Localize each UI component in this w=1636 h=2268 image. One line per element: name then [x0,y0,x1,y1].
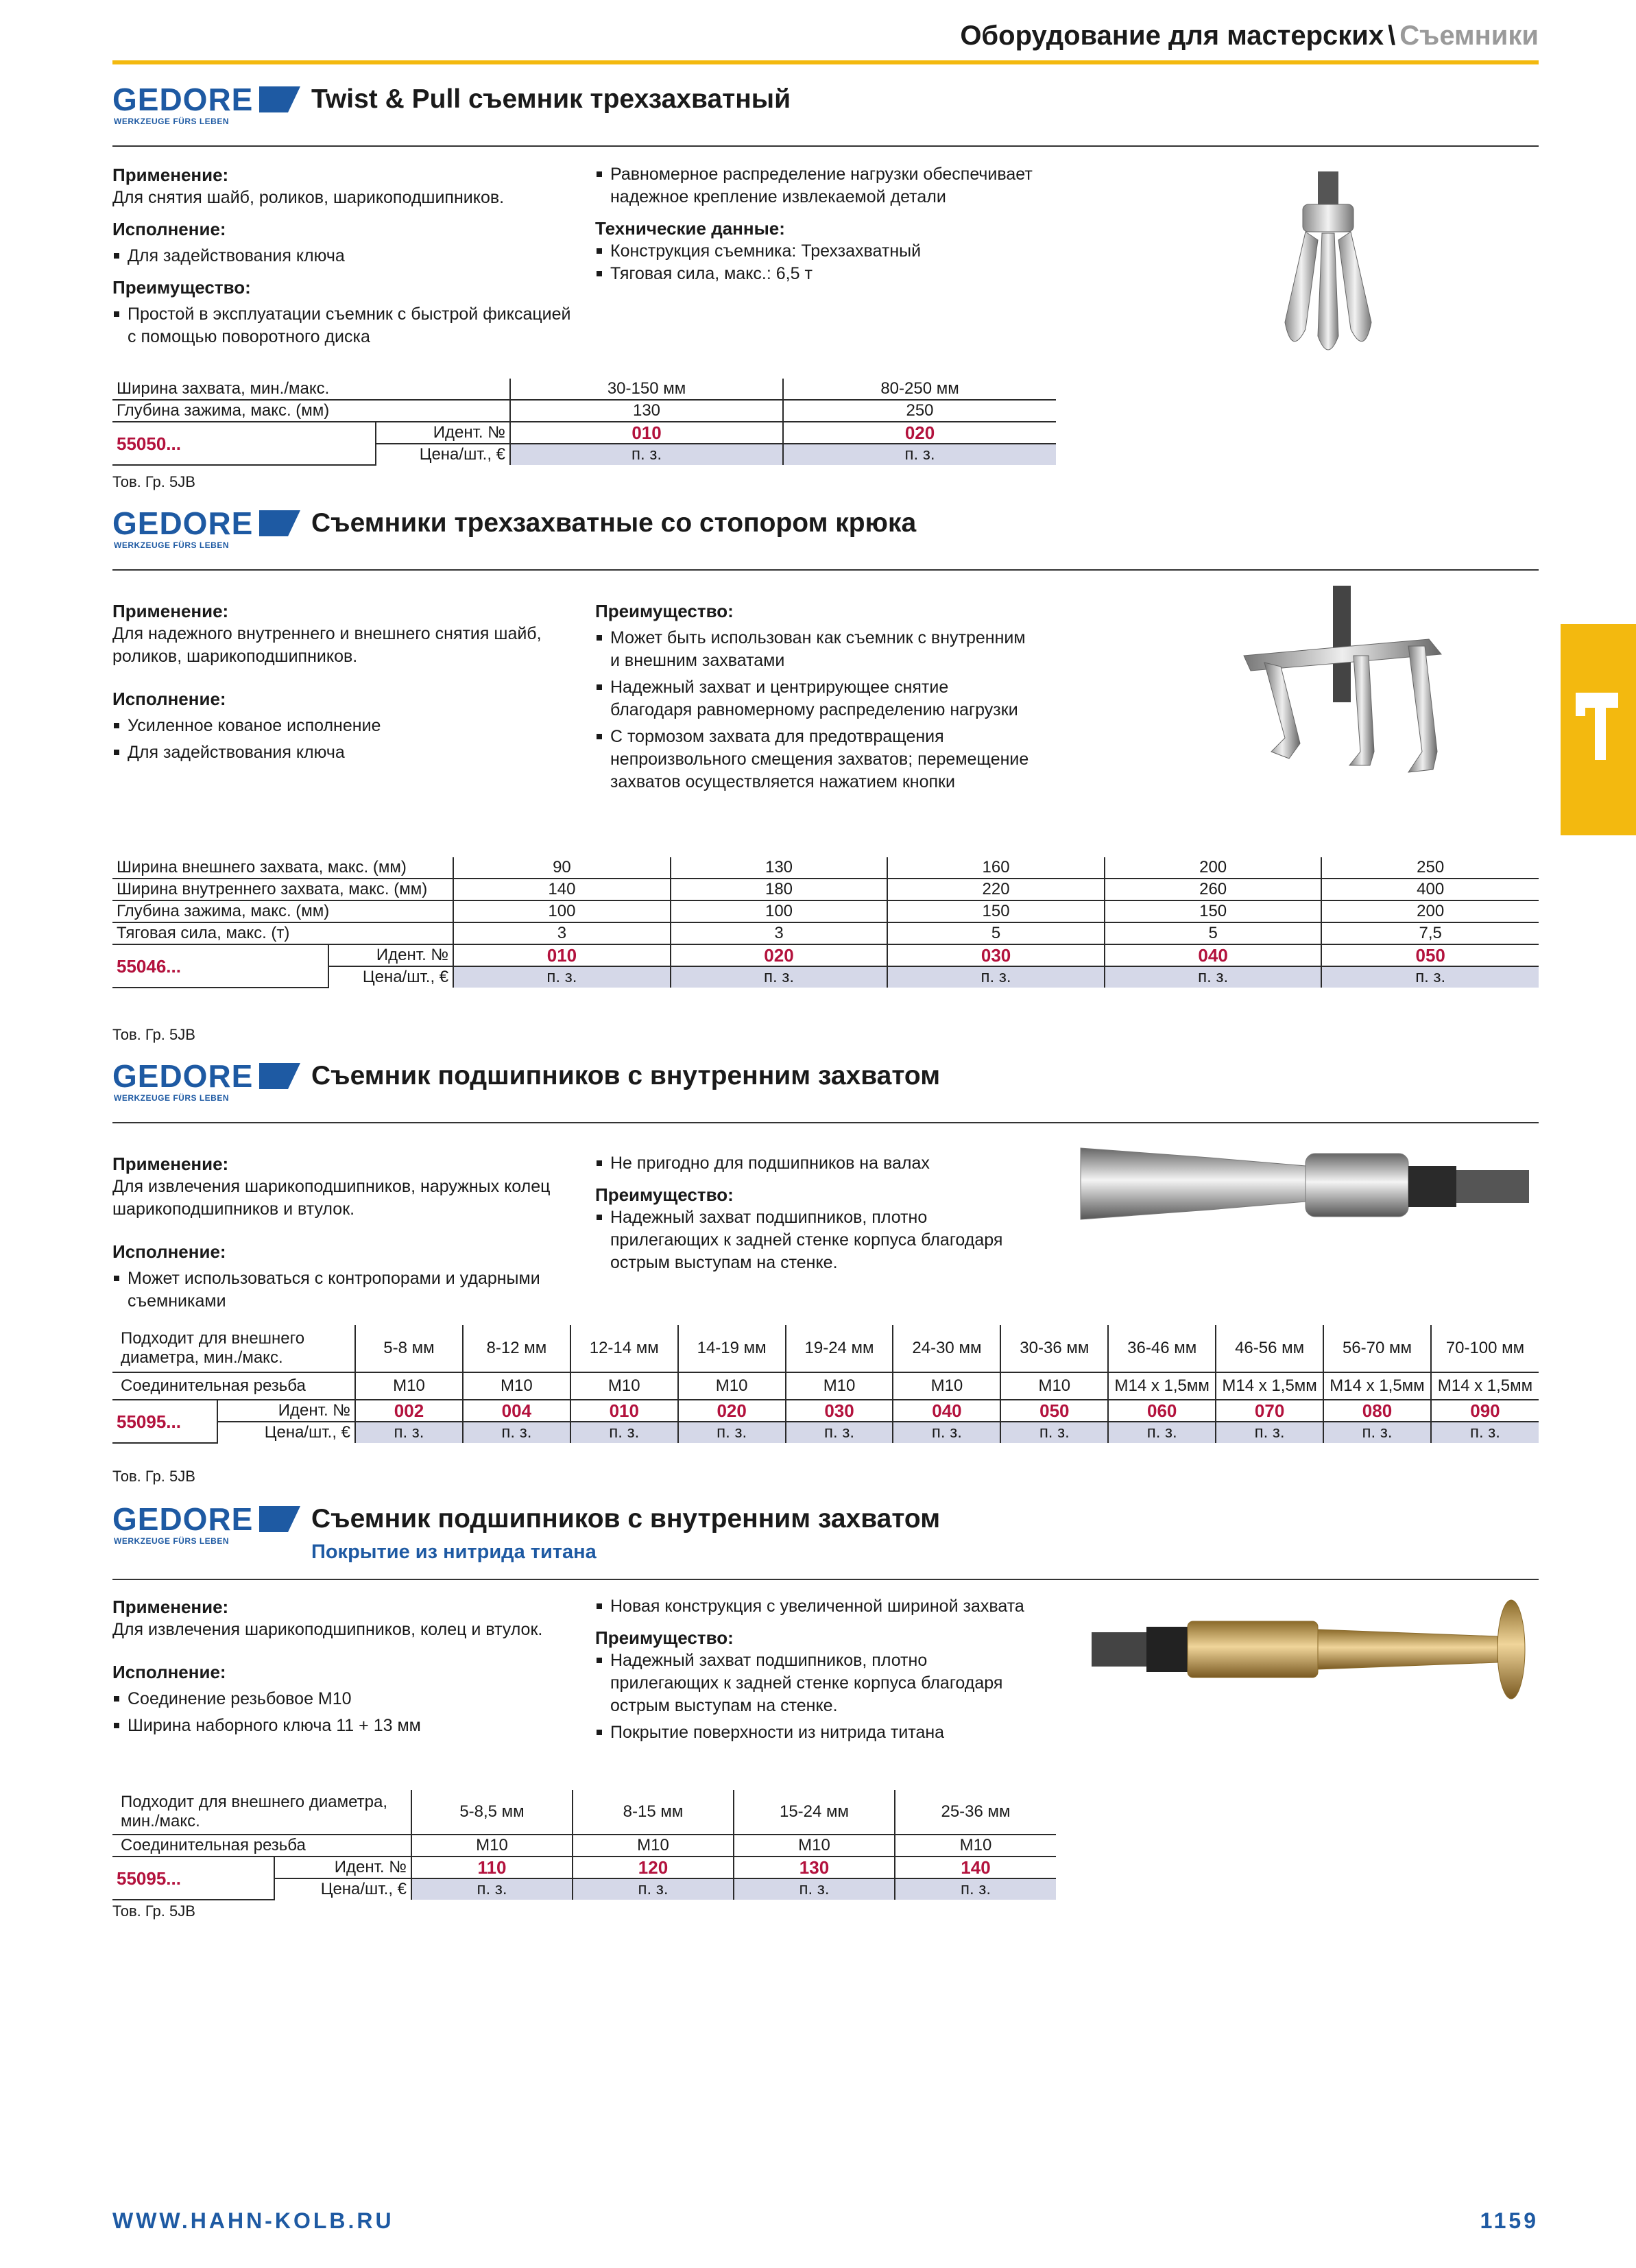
id-label: Идент. № [217,1400,355,1422]
price-label: Цена/шт., € [376,444,510,465]
section-title: Съемник подшипников с внутренним захватом [311,1504,941,1533]
cell: 80-250 мм [783,379,1056,400]
cell: 46-56 мм [1216,1325,1323,1372]
product-group: Тов. Гр. 5JB [112,1902,195,1920]
exec-item: Для задействования ключа [112,741,579,764]
cell: M10 [573,1835,734,1857]
header-category: Оборудование для мастерских [960,21,1384,51]
heading-use: Применение: [112,1597,229,1617]
header-rule [112,60,1539,64]
brand-tagline: WERKZEUGE FÜRS LEBEN [114,117,230,126]
three-jaw-puller-image [1223,580,1463,786]
id-code[interactable]: 010 [570,1400,678,1422]
id-code[interactable]: 004 [463,1400,570,1422]
brand-tagline: WERKZEUGE FÜRS LEBEN [114,1093,230,1103]
twist-pull-puller-image [1237,158,1429,363]
cell: M14 x 1,5мм [1108,1372,1216,1400]
id-code[interactable]: 002 [355,1400,463,1422]
cell: 7,5 [1321,922,1539,944]
section-rule [112,1579,1539,1580]
price-cell: п. з. [678,1422,786,1443]
id-code[interactable]: 070 [1216,1400,1323,1422]
brand-flag-icon [259,1506,300,1532]
cell: 160 [887,857,1105,879]
brand-flag-icon [259,510,300,536]
left-column [112,163,579,348]
price-cell: п. з. [895,1878,1056,1900]
section-rule [112,569,1539,571]
cell: M10 [895,1835,1056,1857]
feature-item: Равномерное распределение нагрузки обеспечивает надежное крепление извлекаемой детали [595,163,1034,208]
row-label: Ширина захвата, мин./макс. [112,379,510,400]
price-cell: п. з. [463,1422,570,1443]
cell: M10 [463,1372,570,1400]
brand-flag-icon [259,86,300,112]
product-group: Тов. Гр. 5JB [112,473,195,490]
adv-item: Может быть использован как съемник с внутренним и внешним захватами [595,627,1034,672]
cell: 19-24 мм [786,1325,893,1372]
price-cell: п. з. [510,444,783,465]
cell: 8-15 мм [573,1790,734,1835]
cell: 180 [671,879,888,900]
cell: 220 [887,879,1105,900]
cell: 200 [1105,857,1322,879]
tin-coated-bearing-puller-image [1072,1591,1539,1708]
cell: 3 [453,922,671,944]
cell: 56-70 мм [1323,1325,1431,1372]
cell: 5 [887,922,1105,944]
cell: M10 [1000,1372,1108,1400]
exec-item: Для задействования ключа [112,245,579,267]
heading-exec: Исполнение: [112,1662,226,1682]
spec-table [112,857,1539,988]
row-label: Соединительная резьба [112,1372,355,1400]
section-title: Twist & Pull съемник трехзахватный [311,84,791,114]
section-subtitle: Покрытие из нитрида титана [311,1541,597,1563]
cell: M14 x 1,5мм [1216,1372,1323,1400]
row-label: Тяговая сила, макс. (т) [112,922,453,944]
use-text: Для надежного внутреннего и внешнего снятия шайб, роликов, шарикоподшипников. [112,624,542,666]
heading-use: Применение: [112,601,229,621]
article-number: 55095... [112,1400,217,1443]
cell: 36-46 мм [1108,1325,1216,1372]
article-number: 55046... [112,944,328,988]
cell: 25-36 мм [895,1790,1056,1835]
brand-flag-icon [259,1063,300,1089]
brand-logo [112,506,302,554]
right-column [595,1595,1034,1744]
cell: M10 [786,1372,893,1400]
feature-item: Не пригодно для подшипников на валах [595,1152,1034,1175]
tech-item: Конструкция съемника: Трехзахватный [595,240,1034,263]
cell: 8-12 мм [463,1325,570,1372]
id-label: Идент. № [274,1857,411,1878]
exec-item: Усиленное кованое исполнение [112,715,579,737]
cell: M10 [570,1372,678,1400]
adv-item: Надежный захват подшипников, плотно прилегающих к задней стенке корпуса благодаря острым выступам на стенке. [595,1206,1034,1274]
cell: M10 [411,1835,573,1857]
price-label: Цена/шт., € [274,1878,411,1900]
price-cell: п. з. [1000,1422,1108,1443]
id-code[interactable]: 080 [1323,1400,1431,1422]
id-label: Идент. № [376,422,510,444]
heading-use: Применение: [112,1154,229,1174]
adv-item: Надежный захват и центрирующее снятие благодаря равномерному распределению нагрузки [595,676,1034,721]
heading-exec: Исполнение: [112,1241,226,1262]
price-cell: п. з. [893,1422,1000,1443]
cell: M10 [355,1372,463,1400]
price-cell: п. з. [1321,966,1539,988]
product-section-2 [112,506,1539,1055]
cell: 30-150 мм [510,379,783,400]
header-subcategory: Съемники [1399,21,1539,51]
product-section-3 [112,1059,1539,1498]
price-label: Цена/шт., € [328,966,454,988]
row-label: Подходит для внешнего диаметра, мин./макс. [112,1790,411,1835]
id-code[interactable]: 120 [573,1857,734,1878]
cell: 200 [1321,900,1539,922]
left-column [112,599,579,764]
row-label: Глубина зажима, макс. (мм) [112,400,510,422]
cell: 260 [1105,879,1322,900]
id-code[interactable]: 110 [411,1857,573,1878]
id-code[interactable]: 060 [1108,1400,1216,1422]
price-cell: п. з. [453,966,671,988]
adv-item: Покрытие поверхности из нитрида титана [595,1721,1034,1744]
section-rule [112,145,1539,147]
cell: 24-30 мм [893,1325,1000,1372]
row-label: Соединительная резьба [112,1835,411,1857]
right-column [595,599,1034,793]
heading-adv: Преимущество: [112,277,251,298]
heading-use: Применение: [112,165,229,185]
cell: 30-36 мм [1000,1325,1108,1372]
cell: M10 [734,1835,895,1857]
price-cell: п. з. [1216,1422,1323,1443]
cell: 70-100 мм [1431,1325,1539,1372]
cell: 130 [671,857,888,879]
brand-name: GEDORE [112,1058,254,1094]
price-cell: п. з. [783,444,1056,465]
left-column [112,1152,579,1313]
price-cell: п. з. [355,1422,463,1443]
heading-adv: Преимущество: [595,1627,734,1648]
price-cell: п. з. [1108,1422,1216,1443]
right-column [595,1152,1034,1274]
article-number: 55095... [112,1857,274,1900]
cell: 12-14 мм [570,1325,678,1372]
adv-item: С тормозом захвата для предотвращения непроизвольного смещения захватов; перемещение захватов осуществляется нажатием кнопки [595,726,1034,793]
id-code[interactable]: 130 [734,1857,895,1878]
page-number: 1159 [1480,2208,1539,2233]
heading-adv: Преимущество: [595,601,734,621]
heading-exec: Исполнение: [112,689,226,709]
brand-logo [112,1502,302,1550]
internal-bearing-puller-image [1072,1130,1539,1233]
cell: 250 [1321,857,1539,879]
cell: 130 [510,400,783,422]
spec-table [112,1790,1056,1900]
id-code[interactable]: 030 [887,944,1105,966]
id-code[interactable]: 050 [1000,1400,1108,1422]
cell: 90 [453,857,671,879]
id-code[interactable]: 040 [1105,944,1322,966]
adv-item: Надежный захват подшипников, плотно прилегающих к задней стенке корпуса благодаря острым выступам на стенке. [595,1649,1034,1717]
price-cell: п. з. [1431,1422,1539,1443]
cell: M10 [893,1372,1000,1400]
price-cell: п. з. [1105,966,1322,988]
id-code[interactable]: 020 [783,422,1056,444]
cell: 14-19 мм [678,1325,786,1372]
cell: M14 x 1,5мм [1323,1372,1431,1400]
row-label: Глубина зажима, макс. (мм) [112,900,453,922]
heading-exec: Исполнение: [112,219,226,239]
brand-logo [112,82,302,130]
cell: 100 [453,900,671,922]
id-code[interactable]: 040 [893,1400,1000,1422]
product-group: Тов. Гр. 5JB [112,1468,195,1485]
use-text: Для извлечения шарикоподшипников, наружных колец шарикоподшипников и втулок. [112,1177,551,1219]
price-label: Цена/шт., € [217,1422,355,1443]
heading-adv: Преимущество: [595,1184,734,1205]
price-cell: п. з. [411,1878,573,1900]
page-header [112,15,1539,64]
exec-item: Соединение резьбовое M10 [112,1688,579,1710]
section-rule [112,1122,1539,1123]
price-cell: п. з. [671,966,888,988]
left-column [112,1595,579,1737]
exec-item: Ширина наборного ключа 11 + 13 мм [112,1715,579,1737]
price-cell: п. з. [734,1878,895,1900]
brand-tagline: WERKZEUGE FÜRS LEBEN [114,540,230,550]
header-separator: \ [1388,21,1396,51]
exec-item: Может использоваться с контропорами и ударными съемниками [112,1267,579,1313]
adv-item: Простой в эксплуатации съемник с быстрой фиксацией с помощью поворотного диска [112,303,579,348]
id-code[interactable]: 140 [895,1857,1056,1878]
cell: 100 [671,900,888,922]
id-code[interactable]: 020 [671,944,888,966]
cell: 5-8,5 мм [411,1790,573,1835]
tech-item: Тяговая сила, макс.: 6,5 т [595,263,1034,285]
id-code[interactable]: 010 [453,944,671,966]
cell: 5 [1105,922,1322,944]
price-cell: п. з. [570,1422,678,1443]
row-label: Подходит для внешнего диаметра, мин./макс. [112,1325,355,1372]
price-cell: п. з. [887,966,1105,988]
id-label: Идент. № [328,944,454,966]
id-code[interactable]: 010 [510,422,783,444]
spec-table [112,379,1056,466]
cell: 5-8 мм [355,1325,463,1372]
cell: 400 [1321,879,1539,900]
cell: M10 [678,1372,786,1400]
id-code[interactable]: 020 [678,1400,786,1422]
article-number: 55050... [112,422,376,465]
cell: 3 [671,922,888,944]
feature-item: Новая конструкция с увеличенной шириной захвата [595,1595,1034,1618]
side-tab[interactable] [1561,624,1636,835]
heading-tech: Технические данные: [595,218,785,239]
row-label: Ширина внешнего захвата, макс. (мм) [112,857,453,879]
brand-logo [112,1059,302,1107]
price-cell: п. з. [786,1422,893,1443]
cell: 150 [887,900,1105,922]
id-code[interactable]: 090 [1431,1400,1539,1422]
brand-name: GEDORE [112,1501,254,1537]
cell: 15-24 мм [734,1790,895,1835]
cell: 250 [783,400,1056,422]
use-text: Для снятия шайб, роликов, шарикоподшипников. [112,188,505,207]
cell: 140 [453,879,671,900]
brand-name: GEDORE [112,505,254,541]
price-cell: п. з. [1323,1422,1431,1443]
footer-url[interactable]: WWW.HAHN-KOLB.RU [112,2208,394,2233]
spec-table [112,1325,1539,1444]
brand-name: GEDORE [112,82,254,117]
row-label: Ширина внутреннего захвата, макс. (мм) [112,879,453,900]
hammer-icon [1561,624,1636,835]
id-code[interactable]: 050 [1321,944,1539,966]
product-section-1 [112,82,1539,494]
section-title: Съемник подшипников с внутренним захватом [311,1061,941,1090]
price-cell: п. з. [573,1878,734,1900]
product-section-4 [112,1502,1539,1941]
product-group: Тов. Гр. 5JB [112,1026,195,1043]
cell: 150 [1105,900,1322,922]
section-title: Съемники трехзахватные со стопором крюка [311,508,917,538]
id-code[interactable]: 030 [786,1400,893,1422]
brand-tagline: WERKZEUGE FÜRS LEBEN [114,1536,230,1546]
right-column [595,163,1034,285]
use-text: Для извлечения шарикоподшипников, колец и втулок. [112,1620,543,1639]
cell: M14 x 1,5мм [1431,1372,1539,1400]
